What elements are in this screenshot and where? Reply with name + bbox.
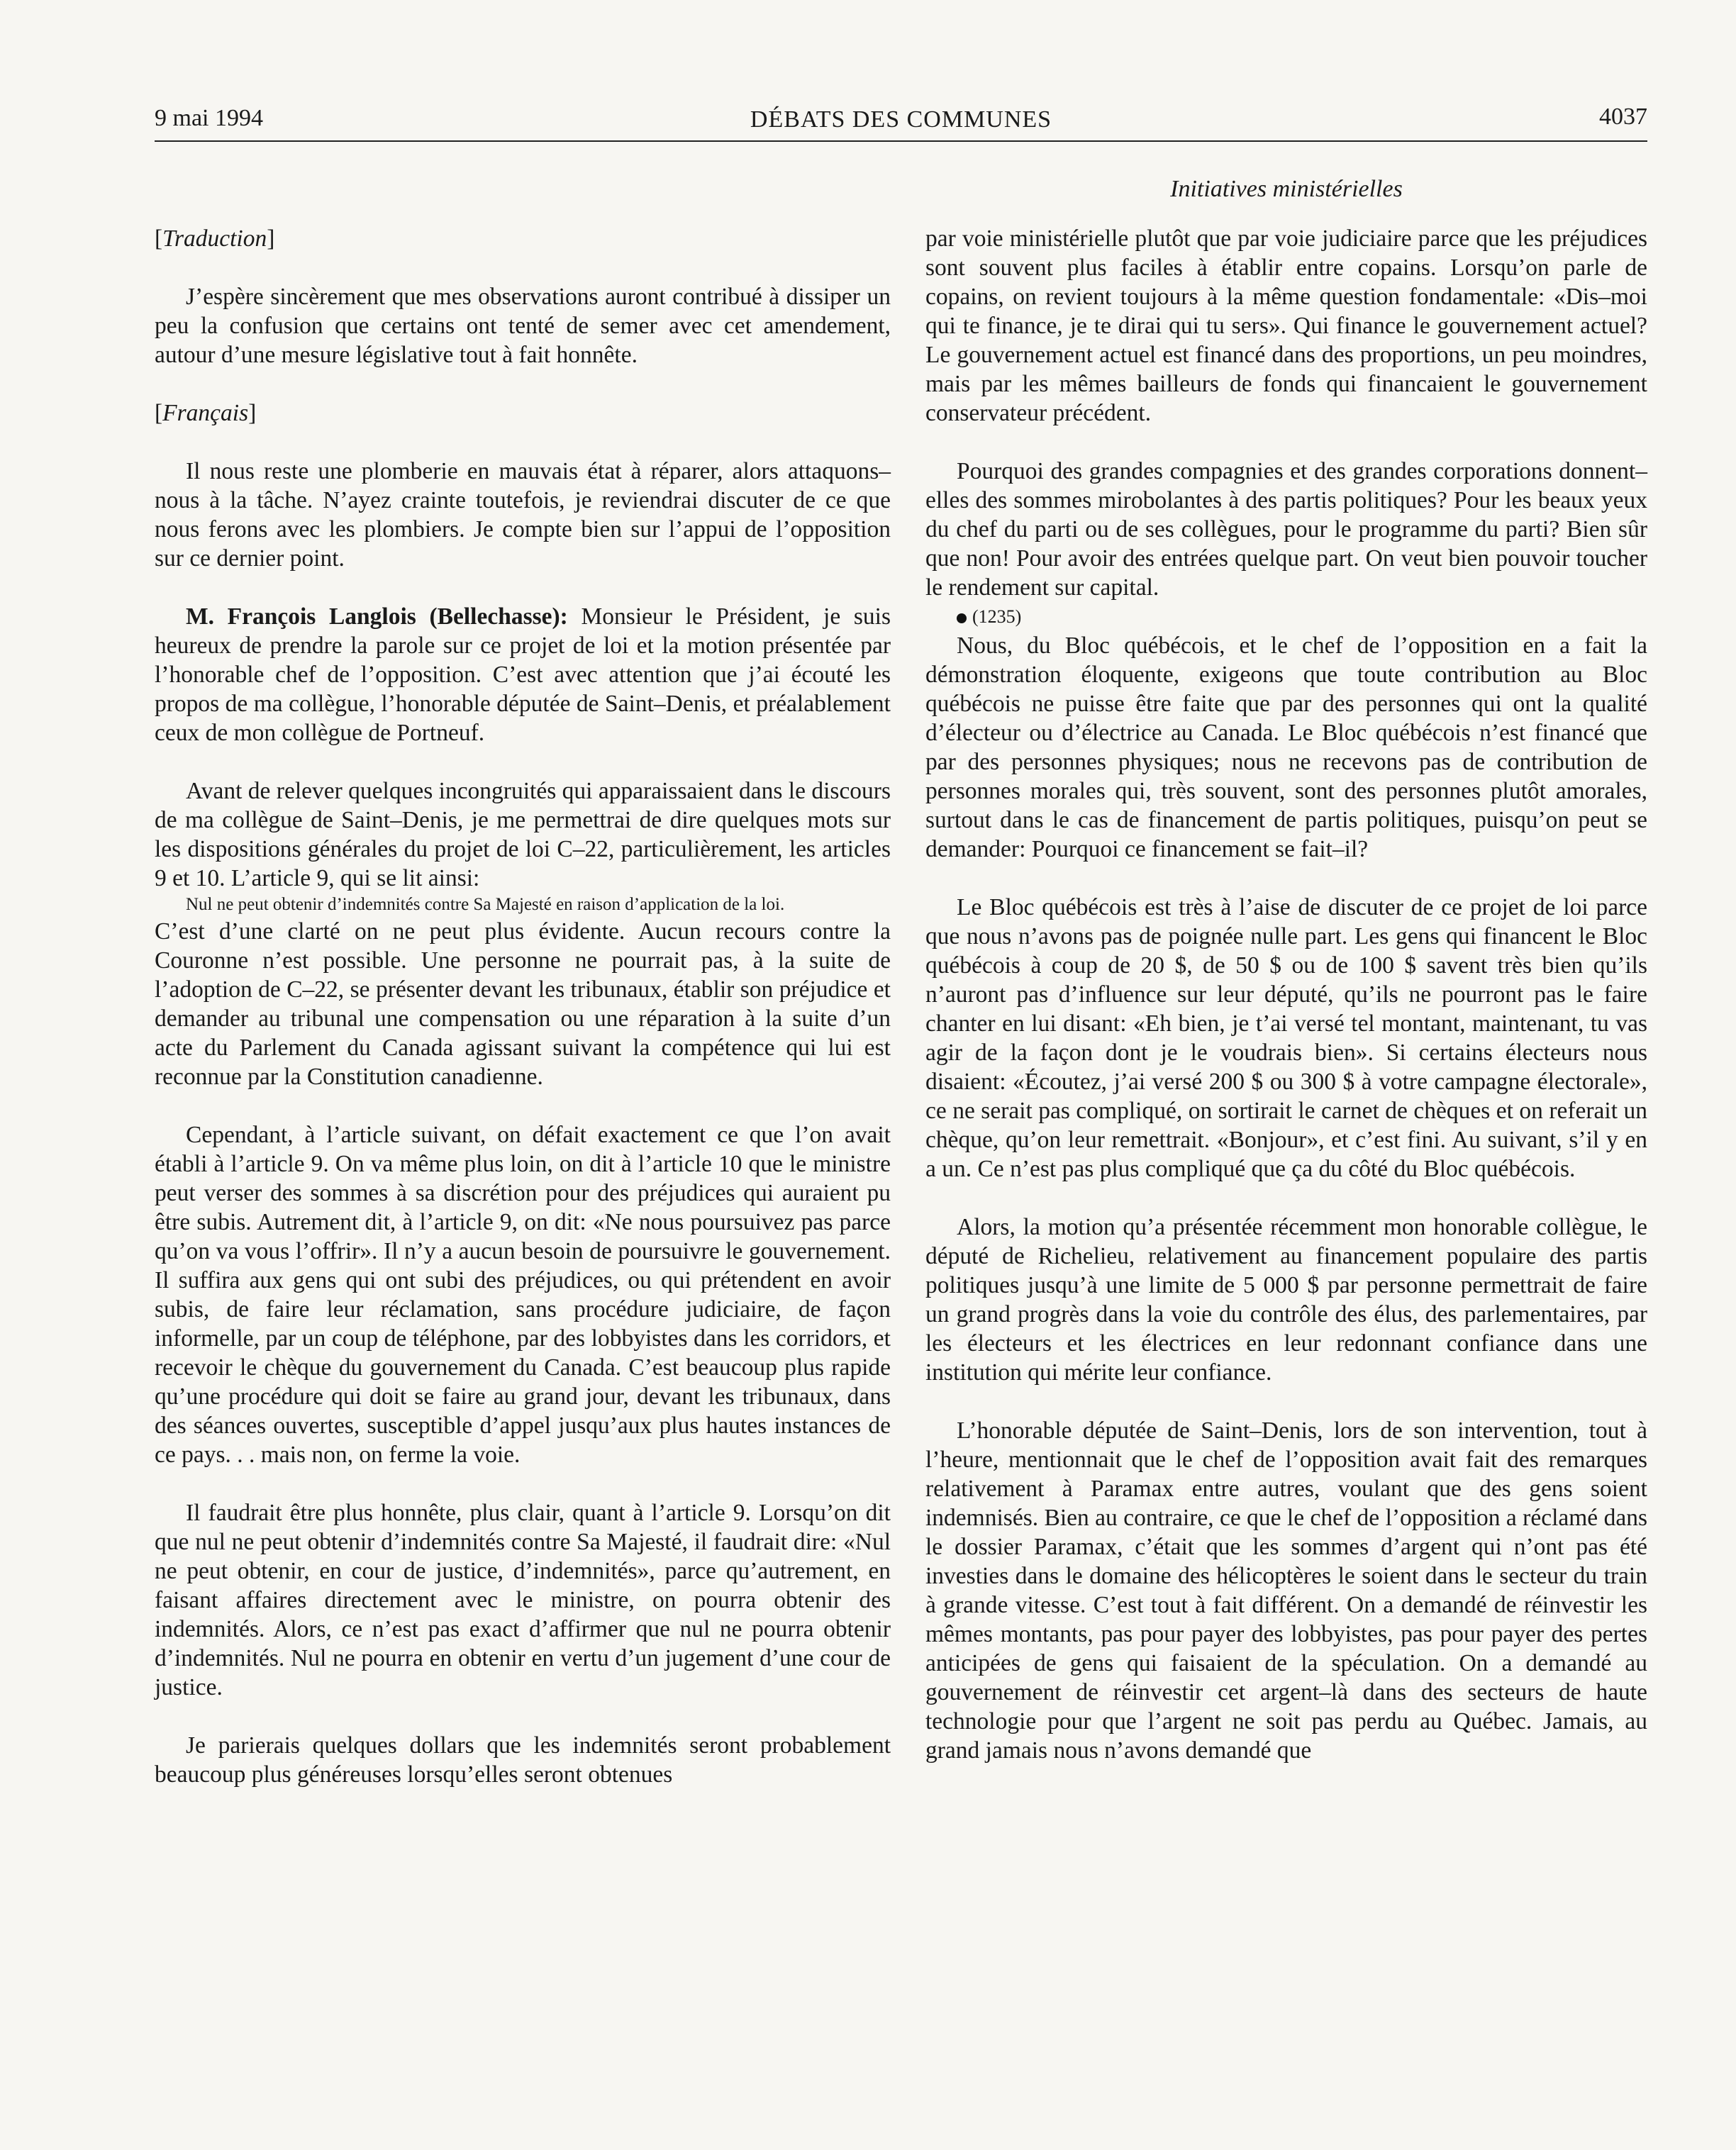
paragraph: Il nous reste une plomberie en mauvais état à réparer, alors attaquons–nous à la tâche. N’ayez crainte toutefois, je reviendrai discuter de ce que nous ferons avec les plombiers. Je compte bien sur l’appui de l’opposition sur ce dernier point. [155,458,891,572]
speech-text: Monsieur le Président, je suis heureux de prendre la parole sur ce projet de loi et la motion présentée par l’honorable chef de l’opposition. C’est avec attention que j’ai écouté les propos de ma collègue, l’honorable députée de Saint–Denis, et préalablement ceux de mon collègue de Portneuf. [155,603,891,746]
bullet-icon [957,613,967,623]
paragraph: Je parierais quelques dollars que les indemnités seront probablement beaucoup plus généreuses lorsqu’elles seront obtenues [155,1732,891,1788]
paragraph: Il faudrait être plus honnête, plus clair, quant à l’article 9. Lorsqu’on dit que nul ne peut obtenir d’indemnités contre Sa Majesté, il faudrait dire: «Nul ne peut obtenir, en cour de justice, d’indemnités», parce qu’autrement, en faisant affaires directement avec le ministre, on pourra obtenir des indemnités. Alors, ce n’est pas exact d’affirmer que nul ne pourra obtenir d’indemnités. Nul ne pourra en obtenir en vertu d’un jugement d’une cour de justice. [155,1500,891,1700]
paragraph: Avant de relever quelques incongruités qui apparaissaient dans le discours de ma collègue de Saint–Denis, je me permettrai de dire quelques mots sur les dispositions générales du projet de loi C–22, particulièrement, les articles 9 et 10. L’article 9, qui se lit ainsi: [155,778,891,891]
page-date: 9 mai 1994 [155,105,263,131]
page-header [155,98,1647,142]
language-marker: [Traduction] [155,225,275,252]
paragraph: L’honorable députée de Saint–Denis, lors de son intervention, tout à l’heure, mentionnait que le chef de l’opposition avait fait des remarques relativement à Paramax entre autres, voulant que des gens soient indemnisés. Bien au contraire, ce que le chef de l’opposition a réclamé dans le dossier Paramax, c’était que les sommes d’argent qui n’ont pas été investies dans le domaine des hélicoptères le soient dans le secteur du train à grande vitesse. C’est tout à fait différent. On a demandé de réinvestir les mêmes montants, pas pour payer des lobbyistes, pas pour payer des pertes anticipées de gens qui faisaient de la spéculation. On a demandé au gouvernement de réinvestir cet argent–là dans des secteurs de haute technologie pour que l’argent ne soit pas perdu au Québec. Jamais, au grand jamais nous n’avons demandé que [925,1417,1647,1764]
speaker-name: M. François Langlois (Bellechasse): [186,603,568,630]
paragraph: C’est d’une clarté on ne peut plus évidente. Aucun recours contre la Couronne n’est possible. Une personne ne pourrait pas, à la suite de l’adoption de C–22, se présenter devant les tribunaux, établir son préjudice et demander au tribunal une compensation ou une réparation à la suite d’un acte du Parlement du Canada agissant suivant la compétence qui lui est reconnue par la Constitution canadienne. [155,918,891,1090]
block-quote: Nul ne peut obtenir d’indemnités contre Sa Majesté en raison d’application de la loi. [186,895,785,914]
language-marker: [Français] [155,400,257,426]
paragraph: Pourquoi des grandes compagnies et des grandes corporations donnent–elles des sommes mirobolantes à des partis politiques? Pour les beaux yeux du chef du parti ou de ses collègues, pour le programme du parti? Bien sûr que non! Pour avoir des entrées quelque part. On veut bien pouvoir toucher le rendement sur capital. [925,458,1647,601]
paragraph: Le Bloc québécois est très à l’aise de discuter de ce projet de loi parce que nous n’avons pas de poignée nulle part. Les gens qui financent le Bloc québécois à coup de 20 $, de 50 $ ou de 100 $ savent très bien qu’ils n’auront pas d’influence sur leur député, qu’ils ne pourront pas le faire chanter en lui disant: «Eh bien, je t’ai versé tel montant, maintenant, tu vas agir de la façon dont je le voudrais bien». Si certains électeurs nous disaient: «Écoutez, j’ai versé 200 $ ou 300 $ à votre campagne électorale», ce ne serait pas compliqué, on sortirait le carnet de chèques et on referait un chèque, qu’on leur remettrait. «Bonjour», et c’est fini. Au suivant, s’il y en a un. Ce n’est pas plus compliqué que ça du côté du Bloc québécois. [925,894,1647,1182]
section-title: Initiatives ministérielles [1170,176,1403,202]
paragraph: Alors, la motion qu’a présentée récemment mon honorable collègue, le député de Richelieu, relativement au financement populaire des partis politiques jusqu’à une limite de 5 000 $ par personne permettrait de faire un grand progrès dans la voie du contrôle des élus, des parlementaires, par les électeurs et les électrices en leur redonnant confiance dans une institution qui mérite leur confiance. [925,1214,1647,1386]
page-number: 4037 [1599,104,1647,130]
publication-title: DÉBATS DES COMMUNES [750,106,1052,133]
paragraph: Nous, du Bloc québécois, et le chef de l’opposition en a fait la démonstration éloquente, exigeons que toute contribution au Bloc québécois ne puisse être faite que par des personnes qui ont la qualité d’électeur ou d’électrice au Canada. Le Bloc québécois n’est financé que par des personnes physiques; nous ne recevons pas de contribution de personnes morales qui, très souvent, sont des personnes plutôt amorales, surtout dans le cas de financement de partis politiques, puisqu’on peut se demander: Pourquoi ce financement se fait–il? [925,633,1647,862]
paragraph: J’espère sincèrement que mes observations auront contribué à dissiper un peu la confusion que certains ont tenté de semer avec cet amendement, autour d’une mesure législative tout à fait honnête. [155,284,891,368]
speech-paragraph [155,602,891,747]
left-column [155,224,891,1789]
right-column [925,224,1647,1765]
paragraph: Cependant, à l’article suivant, on défait exactement ce que l’on avait établi à l’article 9. On va même plus loin, on dit à l’article 10 que le ministre peut verser des sommes à sa discrétion pour des préjudices qui auraient pu être subis. Autrement dit, à l’article 9, on dit: «Ne nous poursuivez pas parce qu’on va vous l’offrir». Il n’y a aucun besoin de poursuivre le gouvernement. Il suffira aux gens qui ont subi des préjudices, ou qui prétendent en avoir subis, de faire leur réclamation, sans procédure judiciaire, de façon informelle, par un coup de téléphone, par des lobbyistes dans les corridors, et recevoir le chèque du gouvernement du Canada. C’est beaucoup plus rapide qu’une procédure qui doit se faire au grand jour, devant les tribunaux, dans des séances ouvertes, susceptible d’appel jusqu’aux plus hautes instances de ce pays. . . mais non, on ferme la voie. [155,1122,891,1468]
timestamp: (1235) [925,602,1647,631]
paragraph: par voie ministérielle plutôt que par voie judiciaire parce que les préjudices sont souvent plus faciles à établir entre copains. Lorsqu’on parle de copains, on revient toujours à la même question fondamentale: «Dis–moi qui te finance, je te dirai qui tu sers». Qui finance le gouvernement actuel? Le gouvernement actuel est financé dans des proportions, un peu moindres, mais par les mêmes bailleurs de fonds qui financaient le gouvernement conservateur précédent. [925,225,1647,426]
